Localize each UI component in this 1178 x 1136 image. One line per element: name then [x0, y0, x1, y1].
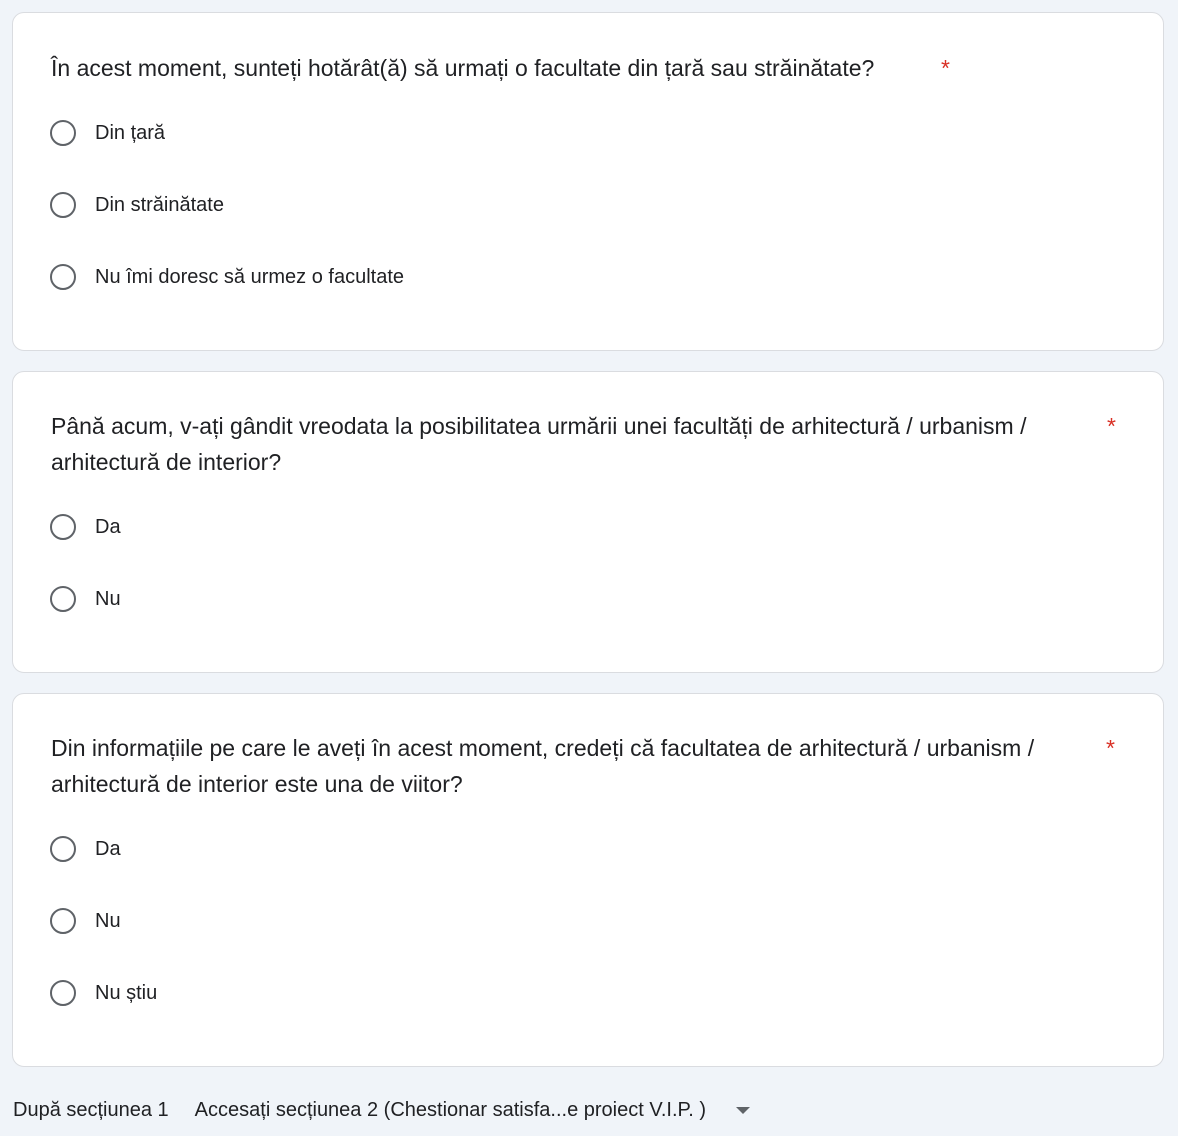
radio-option-label: Nu îmi doresc să urmez o facultate — [95, 265, 405, 288]
radio-option-label: Da — [95, 515, 121, 538]
radio-option[interactable] — [50, 261, 404, 293]
radio-option[interactable] — [50, 117, 165, 149]
radio-circle-icon[interactable] — [50, 192, 76, 218]
required-asterisk: * — [1107, 413, 1116, 439]
question-card-1 — [12, 12, 1164, 351]
radio-circle-icon[interactable] — [50, 908, 76, 934]
radio-option-label: Nu știu — [95, 981, 158, 1004]
radio-option-label: Nu — [95, 587, 121, 610]
required-asterisk: * — [941, 55, 950, 81]
radio-option-label: Nu — [95, 909, 121, 932]
radio-option[interactable] — [50, 189, 224, 221]
question-card-3 — [12, 693, 1164, 1067]
required-asterisk: * — [1106, 735, 1115, 761]
radio-option[interactable] — [50, 905, 121, 937]
radio-circle-icon[interactable] — [50, 980, 76, 1006]
question-card-2 — [12, 371, 1164, 673]
question-title: În acest moment, sunteți hotărât(ă) să urmați o facultate din țară sau străinătate? — [51, 55, 875, 81]
radio-option-label: Da — [95, 837, 121, 860]
radio-option-label: Din țară — [95, 121, 166, 144]
after-section-label: După secțiunea 1 — [13, 1098, 169, 1121]
radio-circle-icon[interactable] — [50, 264, 76, 290]
radio-circle-icon[interactable] — [50, 514, 76, 540]
radio-option[interactable] — [50, 583, 121, 615]
radio-option[interactable] — [50, 511, 121, 543]
radio-circle-icon[interactable] — [50, 120, 76, 146]
question-title: Din informațiile pe care le aveți în acest moment, credeți că facultatea de arhitectură / urbanism / arhitectură de interior este una de viitor? — [51, 735, 1035, 797]
go-to-section-dropdown[interactable] — [195, 1099, 750, 1122]
section-navigation — [13, 1094, 750, 1126]
radio-option[interactable] — [50, 977, 157, 1009]
radio-circle-icon[interactable] — [50, 586, 76, 612]
radio-option[interactable] — [50, 833, 121, 865]
radio-option-label: Din străinătate — [95, 193, 224, 216]
dropdown-arrow-icon[interactable] — [736, 1107, 750, 1114]
go-to-section-value: Accesați secțiunea 2 (Chestionar satisfa...e proiect V.I.P. ) — [194, 1098, 707, 1121]
question-title: Până acum, v-ați gândit vreodata la posibilitatea urmării unei facultăți de arhitectură / urbanism / arhitectură de interior? — [51, 413, 1027, 475]
radio-circle-icon[interactable] — [50, 836, 76, 862]
